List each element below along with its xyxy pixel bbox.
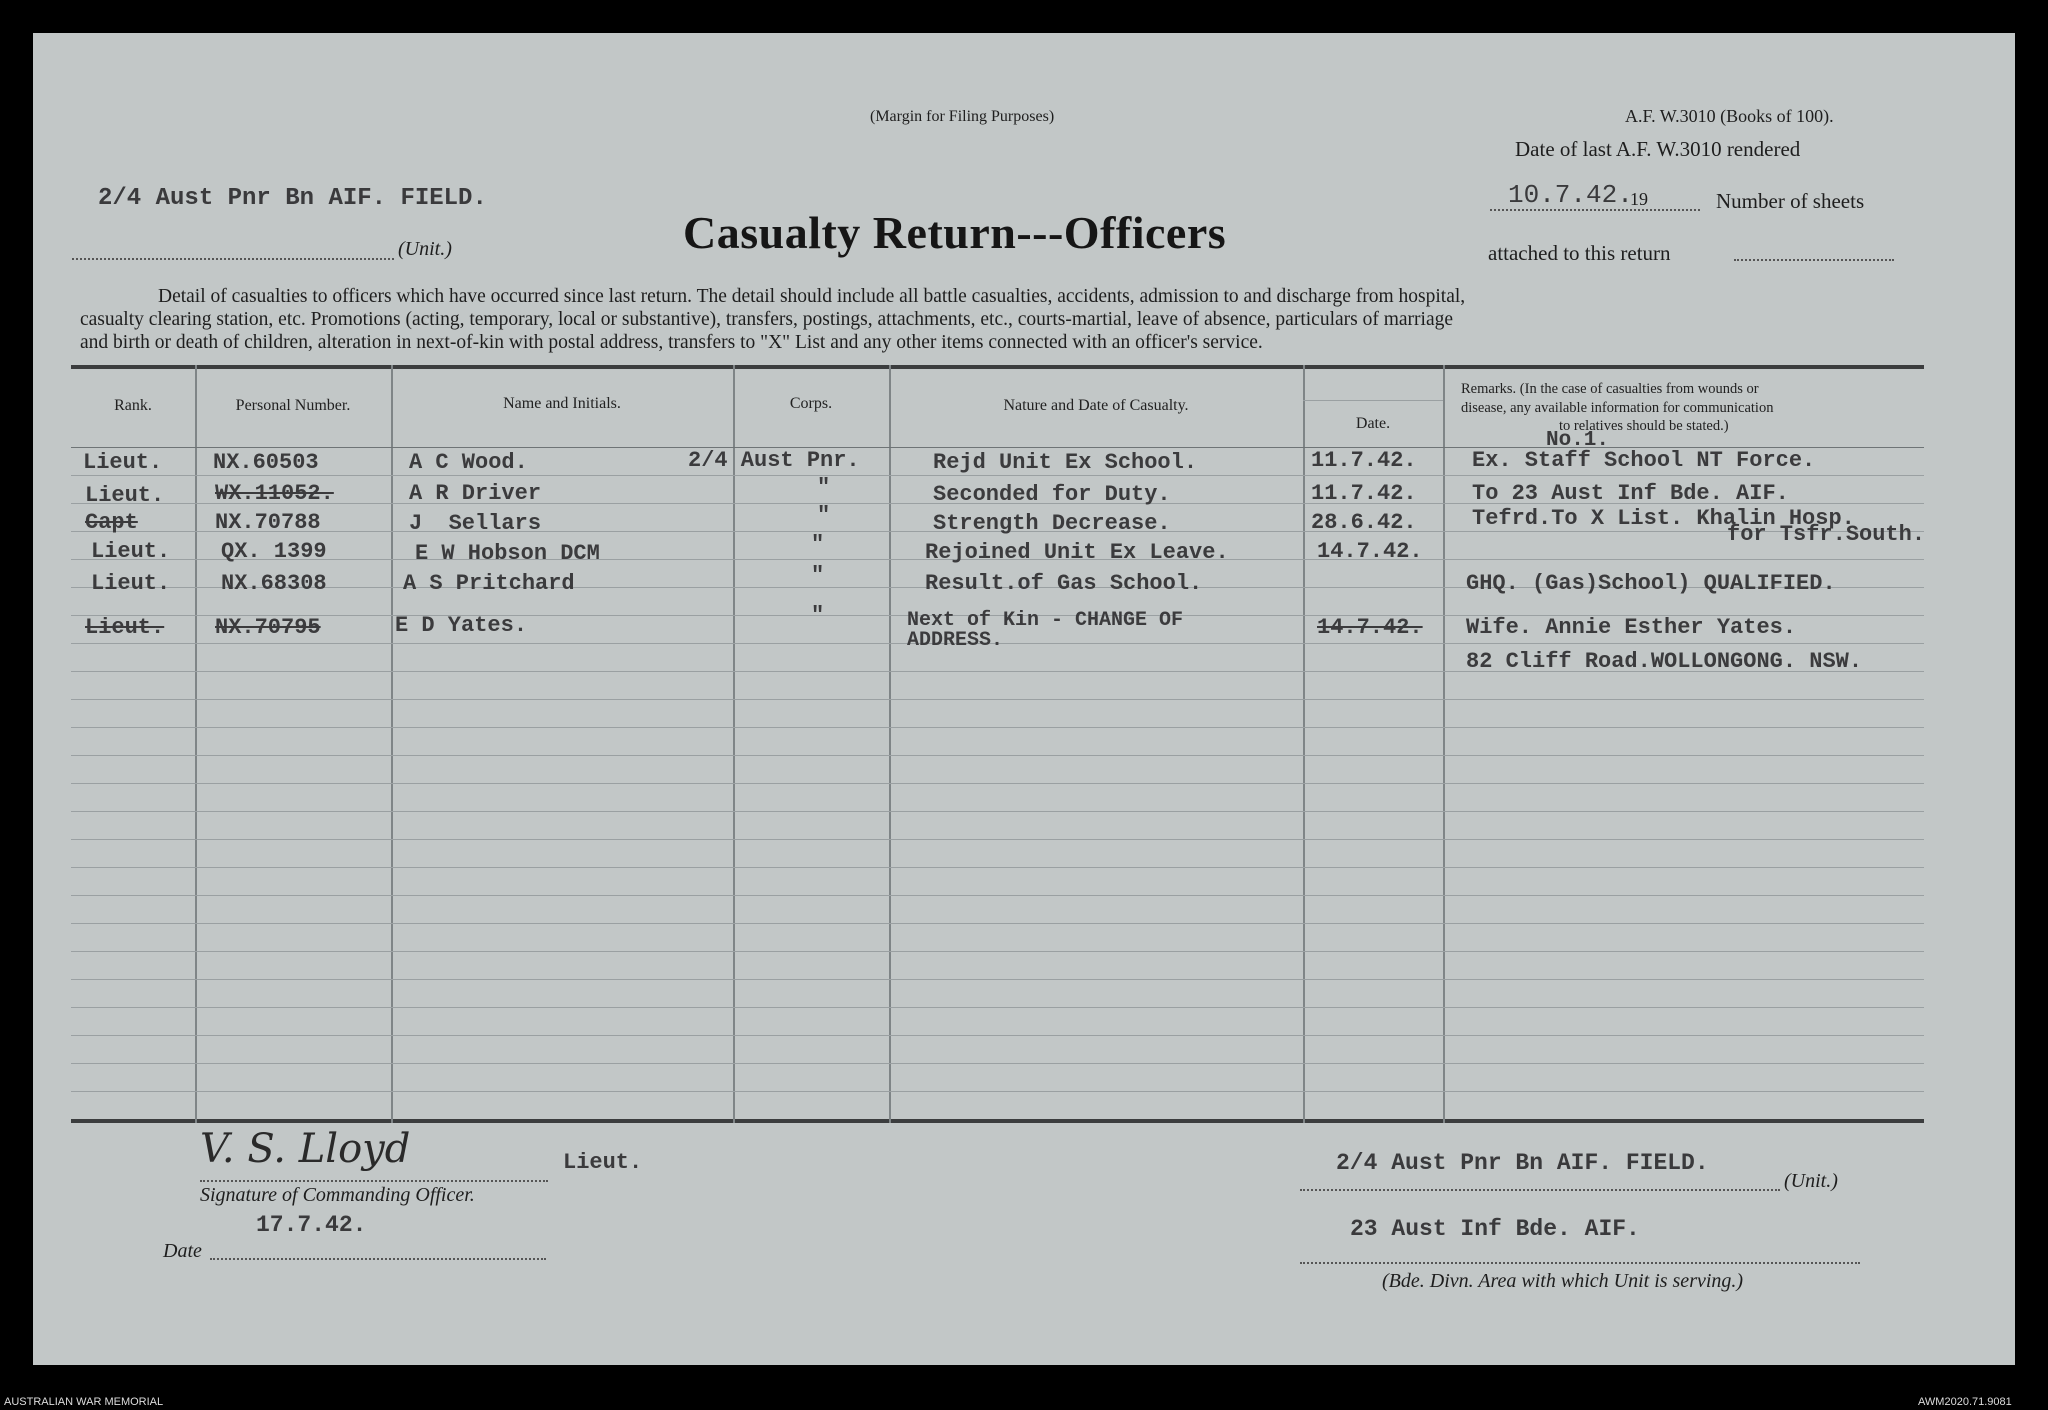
row6-rank: Lieut. <box>85 615 165 640</box>
signed-date-label: Date <box>163 1240 202 1262</box>
row6-corps: " <box>811 603 825 628</box>
header-rank: Rank. <box>114 397 152 414</box>
signed-date-value: 17.7.42. <box>256 1212 367 1238</box>
row2-date: 11.7.42. <box>1311 481 1417 506</box>
col-divider <box>1303 365 1305 1123</box>
row3-number: NX.70788 <box>215 510 321 535</box>
attached-dotline <box>1734 259 1894 261</box>
footer-bde-label: (Bde. Divn. Area with which Unit is serving.) <box>1382 1270 1744 1292</box>
footer-unit-dotline <box>1300 1189 1780 1191</box>
detail-line-2: casualty clearing station, etc. Promotions (acting, temporary, local or substantive), transfers, postings, attachments, etc., courts-martial, leave of absence, particulars of marriage <box>80 309 1454 330</box>
signature-dotline <box>200 1180 548 1182</box>
rule <box>71 1007 1924 1008</box>
form-code: A.F. W.3010 (Books of 100). <box>1625 106 1834 126</box>
archive-right-label: AWM2020.71.9081 <box>1918 1396 2012 1408</box>
rule <box>71 923 1924 924</box>
date-footer-dotline <box>210 1258 546 1260</box>
attached-label: attached to this return <box>1488 241 1671 265</box>
table-top-rule <box>71 365 1924 369</box>
header-remarks-1: Remarks. (In the case of casualties from wounds or <box>1461 381 1759 397</box>
row2-remarks: To 23 Aust Inf Bde. AIF. <box>1472 481 1789 506</box>
detail-line-3: and birth or death of children, alteration in next-of-kin with postal address, transfers to "X" List and any other items connected with an officer's service. <box>80 332 1263 353</box>
row3-remarks-extra: for Tsfr.South. <box>1727 522 1926 547</box>
rule <box>71 867 1924 868</box>
footer-bde-value: 23 Aust Inf Bde. AIF. <box>1350 1216 1640 1242</box>
header-nature: Nature and Date of Casualty. <box>1003 397 1189 414</box>
row1-name: A C Wood. <box>409 450 528 475</box>
signature-rank: Lieut. <box>563 1150 643 1175</box>
row4-nature: Rejoined Unit Ex Leave. <box>925 540 1229 565</box>
row6-nature-extra: ADDRESS. <box>907 629 1004 652</box>
row3-nature: Strength Decrease. <box>933 511 1171 536</box>
row3-remarks: Tefrd.To X List. Khalin Hosp. <box>1472 506 1855 531</box>
col-divider <box>195 365 197 1123</box>
rule <box>71 727 1924 728</box>
footer-bde-dotline <box>1300 1262 1860 1264</box>
rule <box>71 1091 1924 1092</box>
footer-unit-value: 2/4 Aust Pnr Bn AIF. FIELD. <box>1336 1150 1709 1176</box>
rule <box>71 755 1924 756</box>
date-dotline <box>1490 209 1700 211</box>
col-divider <box>733 365 735 1123</box>
row4-number: QX. 1399 <box>221 539 327 564</box>
row6-remarks-extra: 82 Cliff Road.WOLLONGONG. NSW. <box>1466 649 1863 674</box>
sheets-label: Number of sheets <box>1716 189 1865 213</box>
row6-date: 14.7.42. <box>1317 615 1423 640</box>
row2-rank: Lieut. <box>85 483 165 508</box>
row2-name: A R Driver <box>409 481 542 506</box>
table-bottom-rule <box>71 1119 1924 1123</box>
rule <box>71 839 1924 840</box>
row3-corps: " <box>817 503 831 528</box>
header-remarks-2: disease, any available information for communication <box>1461 400 1774 416</box>
row6-remarks: Wife. Annie Esther Yates. <box>1466 615 1797 640</box>
row2-corps: " <box>817 475 831 500</box>
page-title: Casualty Return---Officers <box>683 207 1227 258</box>
date-last-label: Date of last A.F. W.3010 rendered <box>1515 137 1801 161</box>
archive-left-label: AUSTRALIAN WAR MEMORIAL <box>4 1396 164 1408</box>
row5-number: NX.68308 <box>221 571 327 596</box>
sheet-number: No.1. <box>1546 429 1610 452</box>
rule <box>71 699 1924 700</box>
rule <box>71 811 1924 812</box>
unit-label: (Unit.) <box>398 238 452 260</box>
rule <box>71 783 1924 784</box>
unit-value: 2/4 Aust Pnr Bn AIF. FIELD. <box>98 185 487 212</box>
detail-line-1: Detail of casualties to officers which have occurred since last return. The detail should include all battle casualties, accidents, admission to and discharge from hospital, <box>158 286 1466 307</box>
detail-paragraph <box>80 285 1920 354</box>
casualty-table <box>71 365 1924 1123</box>
row5-name: A S Pritchard <box>403 571 575 596</box>
row4-date: 14.7.42. <box>1317 539 1423 564</box>
row1-remarks: Ex. Staff School NT Force. <box>1472 448 1816 473</box>
header-date: Date. <box>1355 415 1391 432</box>
date-header-rule <box>1303 400 1443 401</box>
row3-date: 28.6.42. <box>1311 510 1417 535</box>
row2-number: WX.11052. <box>215 481 334 506</box>
row1-rank: Lieut. <box>83 450 163 475</box>
row1-date: 11.7.42. <box>1311 448 1417 473</box>
row3-name: J Sellars <box>409 511 542 536</box>
signature-label: Signature of Commanding Officer. <box>200 1184 475 1206</box>
margin-note: (Margin for Filing Purposes) <box>870 108 1055 125</box>
row6-number: NX.70795 <box>215 615 321 640</box>
col-divider <box>391 365 393 1123</box>
rule <box>71 1035 1924 1036</box>
row4-rank: Lieut. <box>91 539 171 564</box>
rule <box>71 895 1924 896</box>
row4-corps: " <box>811 532 825 557</box>
footer-unit-label: (Unit.) <box>1784 1170 1838 1192</box>
rule <box>71 475 1924 476</box>
header-name: Name and Initials. <box>503 395 621 412</box>
row5-nature: Result.of Gas School. <box>925 571 1203 596</box>
header-remarks-3: to relatives should be stated.) <box>1559 418 1729 434</box>
rule <box>71 1063 1924 1064</box>
row3-rank: Capt <box>85 510 138 535</box>
commanding-officer-signature: V. S. Lloyd <box>200 1126 411 1172</box>
date-suffix: 19 <box>1630 189 1648 209</box>
row1-corps: 2/4 Aust Pnr. <box>688 448 860 473</box>
row5-remarks: GHQ. (Gas)School) QUALIFIED. <box>1466 571 1836 596</box>
row2-nature: Seconded for Duty. <box>933 482 1171 507</box>
header-personal-number: Personal Number. <box>235 397 351 414</box>
row5-rank: Lieut. <box>91 571 171 596</box>
col-divider <box>889 365 891 1123</box>
rule <box>71 979 1924 980</box>
date-value: 10.7.42. <box>1508 180 1633 210</box>
row4-name: E W Hobson DCM <box>415 541 600 566</box>
header-corps: Corps. <box>789 395 833 412</box>
unit-dotline <box>72 258 394 260</box>
rule <box>71 951 1924 952</box>
row5-corps: " <box>811 563 825 588</box>
col-divider <box>1443 365 1445 1123</box>
row1-nature: Rejd Unit Ex School. <box>933 450 1198 475</box>
row1-number: NX.60503 <box>213 450 319 475</box>
row6-nature: Next of Kin - CHANGE OF <box>907 609 1184 632</box>
row6-name: E D Yates. <box>395 613 528 638</box>
